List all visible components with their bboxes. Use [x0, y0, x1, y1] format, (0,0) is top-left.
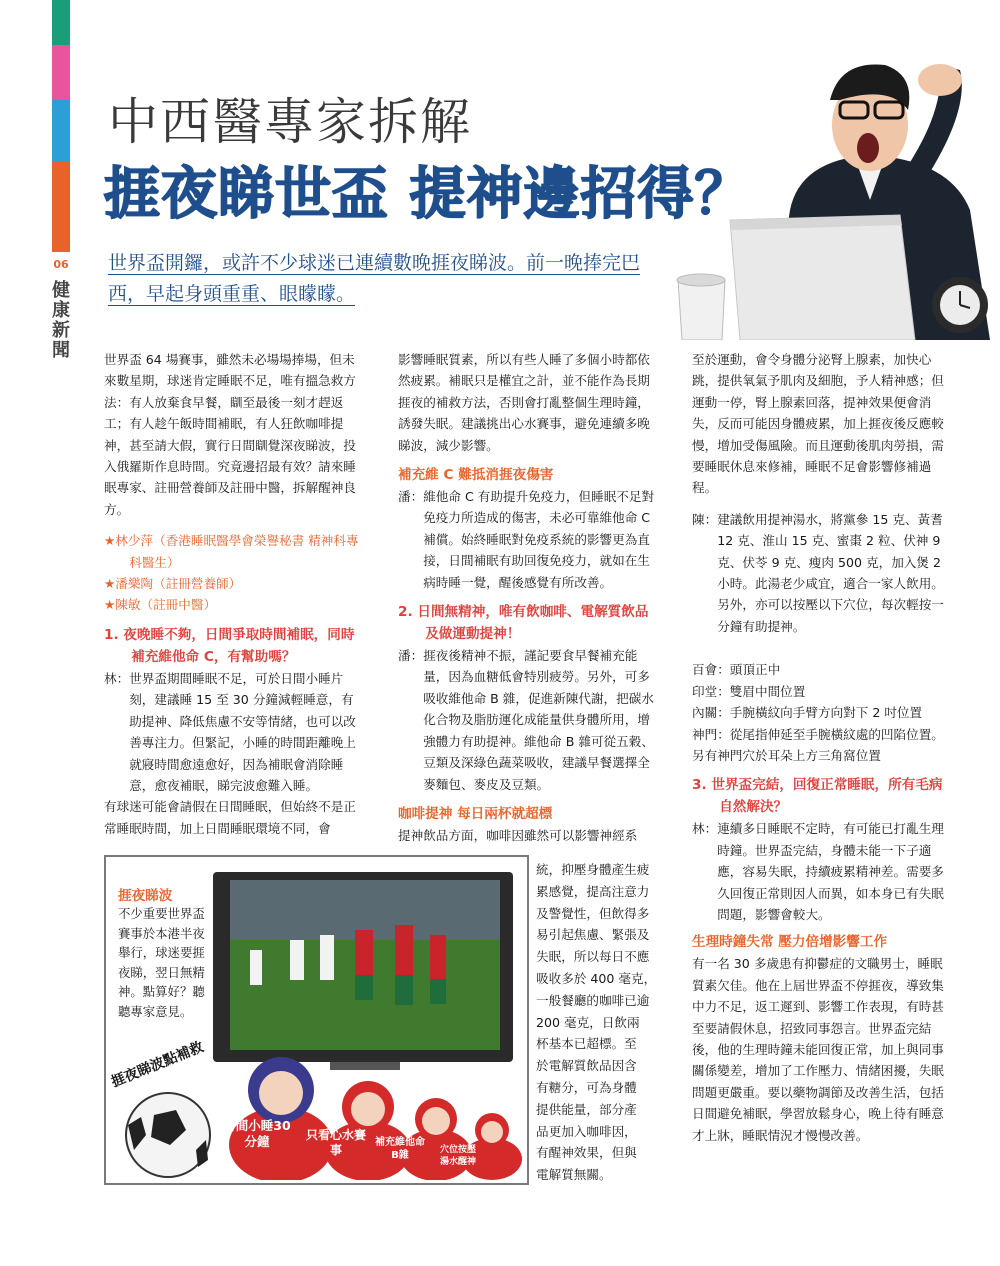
coffee-line: 累感覺，提高注意力 — [536, 883, 650, 899]
speaker-label: 潘： — [398, 648, 424, 664]
question-3-heading: 3. 世界盃完結，回復正常睡眠，所有毛病自然解決？ — [692, 777, 943, 816]
accent-strip-orange — [52, 162, 70, 252]
section-label: 健康新聞 — [49, 280, 70, 360]
acupoint-item: 內關：手腕橫紋向手臂方向對下 2 吋位置 — [692, 705, 923, 721]
coffee-first-line: 提神飲品方面，咖啡因雖然可以影響神經系 — [398, 827, 638, 843]
paragraph: 至於運動，會令身體分泌腎上腺素，加快心跳，提供氧氣予肌肉及細胞，予人精神感；但運動一停，腎上腺素回落，提神效果便會消失，反而可能因身體疲累，加上捱夜後反應較慢，增加受傷風險。而且運動後肌肉勞損，需要睡眠休息來修補，睡眠不足會影響修補過程。 — [692, 352, 944, 496]
coffee-line: 統，抑壓身體產生疲 — [536, 862, 650, 877]
acupoint-item: 另有神門穴於耳朵上方三角窩位置 — [692, 747, 881, 763]
coffee-line: 於電解質飲品因含 — [536, 1058, 637, 1074]
intro-paragraph: 世界盃開鑼，或許不少球迷已連續數晚捱夜睇波。前一晚捧完巴西，早起身頭重重、眼矇矇。 — [108, 252, 641, 305]
question-1-heading: 1. 夜晚睡不夠，日間爭取時間補眠，同時補充維他命 C，有幫助嗎？ — [104, 626, 355, 665]
coffee-line: 品更加入咖啡因， — [536, 1123, 637, 1139]
coffee-line: 電解質無關。 — [536, 1167, 612, 1183]
coffee-line: 200 毫克，日飲兩 — [536, 1014, 640, 1030]
paragraph: 影響睡眠質素，所以有些人睡了多個小時都依然疲累。補眠只是權宜之計，並不能作為長期捱夜的補救方法，否則會打亂整個生理時鐘，誘發失眠。建議挑出心水賽事，避免連續多晚睇波，減少影響。 — [398, 352, 650, 453]
expert-chan: ★陳敏（註冊中醫） — [104, 597, 217, 613]
acupoint-item: 神門：從尾指伸延至手腕橫紋處的凹陷位置。 — [692, 726, 944, 742]
expert-lin: ★林少萍（香港睡眠醫學會榮譽秘書 精神科專科醫生） — [104, 533, 359, 570]
answer-text: 建議飲用提神湯水，將黨參 15 克、黃耆 12 克、淮山 15 克、蜜棗 2 粒、伏神 9 克、伏苓 9 克、瘦肉 500 克，加入煲 2 小時。此湯老少咸宜，適合一家人飲用。另外，亦可以按壓以下穴位，每次輕按一分鐘有助提神。 — [717, 511, 944, 634]
subheading-vitamin-c: 補充維 C 難抵消捱夜傷害 — [398, 467, 554, 484]
headline-subtitle: 中西醫專家拆解 — [108, 93, 472, 151]
expert-pun: ★潘樂陶（註冊營養師） — [104, 576, 242, 592]
sidebar-title: 捱夜睇波 — [118, 888, 173, 904]
paragraph-continued: 有球迷可能會請假在日間睡眠，但始終不是正常睡眠時間，加上日間睡眠環境不同，會 — [104, 799, 356, 836]
column-2 — [398, 349, 660, 846]
opening-paragraph: 世界盃 64 場賽事，雖然未必場場捧場，但未來數星期，球迷肯定睡眠不足，唯有搵急救方法：有人放棄食早餐，瞓至最後一刻才趕返工；有人趁午飯時間補眠，有人狂飲咖啡提神，甚至請大假，實行日間瞓覺深夜睇波，投入俄羅斯作息時間。究竟邊招最有效？請來睡眠專家、註冊營養師及註冊中醫，拆解醒神良方。 — [104, 352, 356, 517]
sidebar-text: 不少重要世界盃賽事於本港半夜舉行，球迷要捱夜睇，翌日無精神。點算好？聽聽專家意見。 — [118, 906, 205, 1019]
subheading-body-clock: 生理時鐘失常 壓力倍增影響工作 — [692, 934, 888, 951]
speaker-label: 陳： — [692, 511, 718, 527]
coffee-line: 杯基本已超標。至 — [536, 1036, 637, 1052]
coffee-line: 及警覺性，但飲得多 — [536, 905, 650, 921]
case-paragraph: 有一名 30 多歲患有抑鬱症的文職男士，睡眠質素欠佳。他在上屆世界盃不停捱夜，導致集中力不足，返工遲到、影響工作表現，有時甚至要請假休息，招致同事怨言。世界盃完結後，他的生理時鐘未能回復正常，加上與同事關係變差，增加了工作壓力、情緒困擾，失眠問題更嚴重。要以藥物調節及改善生活，包括日間避免補眠，學習放鬆身心，晚上待有睡意才上牀，睡眠情況才慢慢改善。 — [692, 956, 944, 1143]
answer-2-pun — [398, 645, 660, 795]
coffee-line: 失眠，所以每日不應 — [536, 949, 650, 965]
answer-chan — [692, 509, 954, 637]
column-1 — [104, 349, 366, 839]
answer-3-lin — [692, 818, 954, 925]
accent-strip-pink — [52, 45, 70, 100]
column-3 — [692, 349, 954, 1146]
coffee-line: 吸收多於 400 毫克， — [536, 970, 657, 986]
acupoint-item: 印堂：雙眉中間位置 — [692, 683, 806, 699]
subheading-coffee: 咖啡提神 每日兩杯就超標 — [398, 805, 553, 822]
coffee-line: 一般餐廳的咖啡已逾 — [536, 992, 650, 1008]
doll-label: 補充維他命B雜 — [375, 1137, 425, 1161]
accent-strip-blue — [52, 100, 70, 162]
relief-arc-label: 捱夜睇波點補救 — [109, 1039, 206, 1091]
tv-screen-football-photo — [230, 880, 500, 1050]
speaker-label: 林： — [692, 821, 718, 837]
page-number: 06 — [53, 258, 69, 271]
doll-label: 穴位按壓湯水醒神 — [439, 1145, 476, 1167]
coffee-line: 有醒神效果，但與 — [536, 1145, 637, 1161]
speaker-label: 林： — [104, 670, 130, 686]
question-2-heading: 2. 日間無精神，唯有飲咖啡、電解質飲品及做運動提神！ — [398, 604, 649, 643]
answer-text: 捱夜後精神不振，謹記要食早餐補充能量，因為血糖低會特別疲勞。另外，可多吸收維他命 B 雜，促進新陳代謝，把碳水化合物及脂肪運化成能量供身體所用，增強體力有助提神。維他命 B 雜可從五穀、豆類及深綠色蔬菜吸收，建議早餐選擇全麥麵包、麥皮及豆類。 — [423, 648, 654, 792]
answer-text: 維他命 C 有助提升免疫力，但睡眠不足對免疫力所造成的傷害，未必可靠維他命 C 補償。始終睡眠對免疫系統的影響更為直接，日間補眠有助回復免疫力，就如在生病時睡一覺，醒後感覺有所改善。 — [423, 489, 655, 590]
answer-1-lin — [104, 668, 366, 796]
coffee-line: 提供能量，部分產 — [536, 1101, 637, 1117]
accent-strip-green — [52, 0, 70, 45]
answer-vitamin-c — [398, 486, 660, 593]
answer-text: 連續多日睡眠不定時，有可能已打亂生理時鐘。世界盃完結，身體未能一下子適應，容易失眠，持續疲累精神差。需要多久回復正常則因人而異，如本身已有失眠問題，影響會較大。 — [717, 821, 944, 922]
doll-label: 只看心水賽事 — [306, 1128, 367, 1157]
coffee-narrow-column — [536, 859, 664, 1186]
doll-label: 日間小睡30分鐘 — [223, 1118, 291, 1149]
coffee-line: 有糖分，可為身體 — [536, 1079, 637, 1095]
headline-title: 捱夜睇世盃 提神邊招得？ — [104, 162, 752, 227]
speaker-label: 潘： — [398, 489, 424, 505]
answer-text: 世界盃期間睡眠不足，可於日間小睡片刻，建議睡 15 至 30 分鐘減輕睡意，有助提神、降低焦慮不安等情緒，也可以改善專注力。但緊記，小睡的時間距離晚上就寢時間愈遠愈好，因為補眠會消除睡意，愈夜補眠，睇完波愈難入睡。 — [129, 670, 356, 793]
acupoint-item: 百會：頭頂正中 — [692, 662, 781, 678]
coffee-line: 易引起焦慮、緊張及 — [536, 927, 650, 943]
